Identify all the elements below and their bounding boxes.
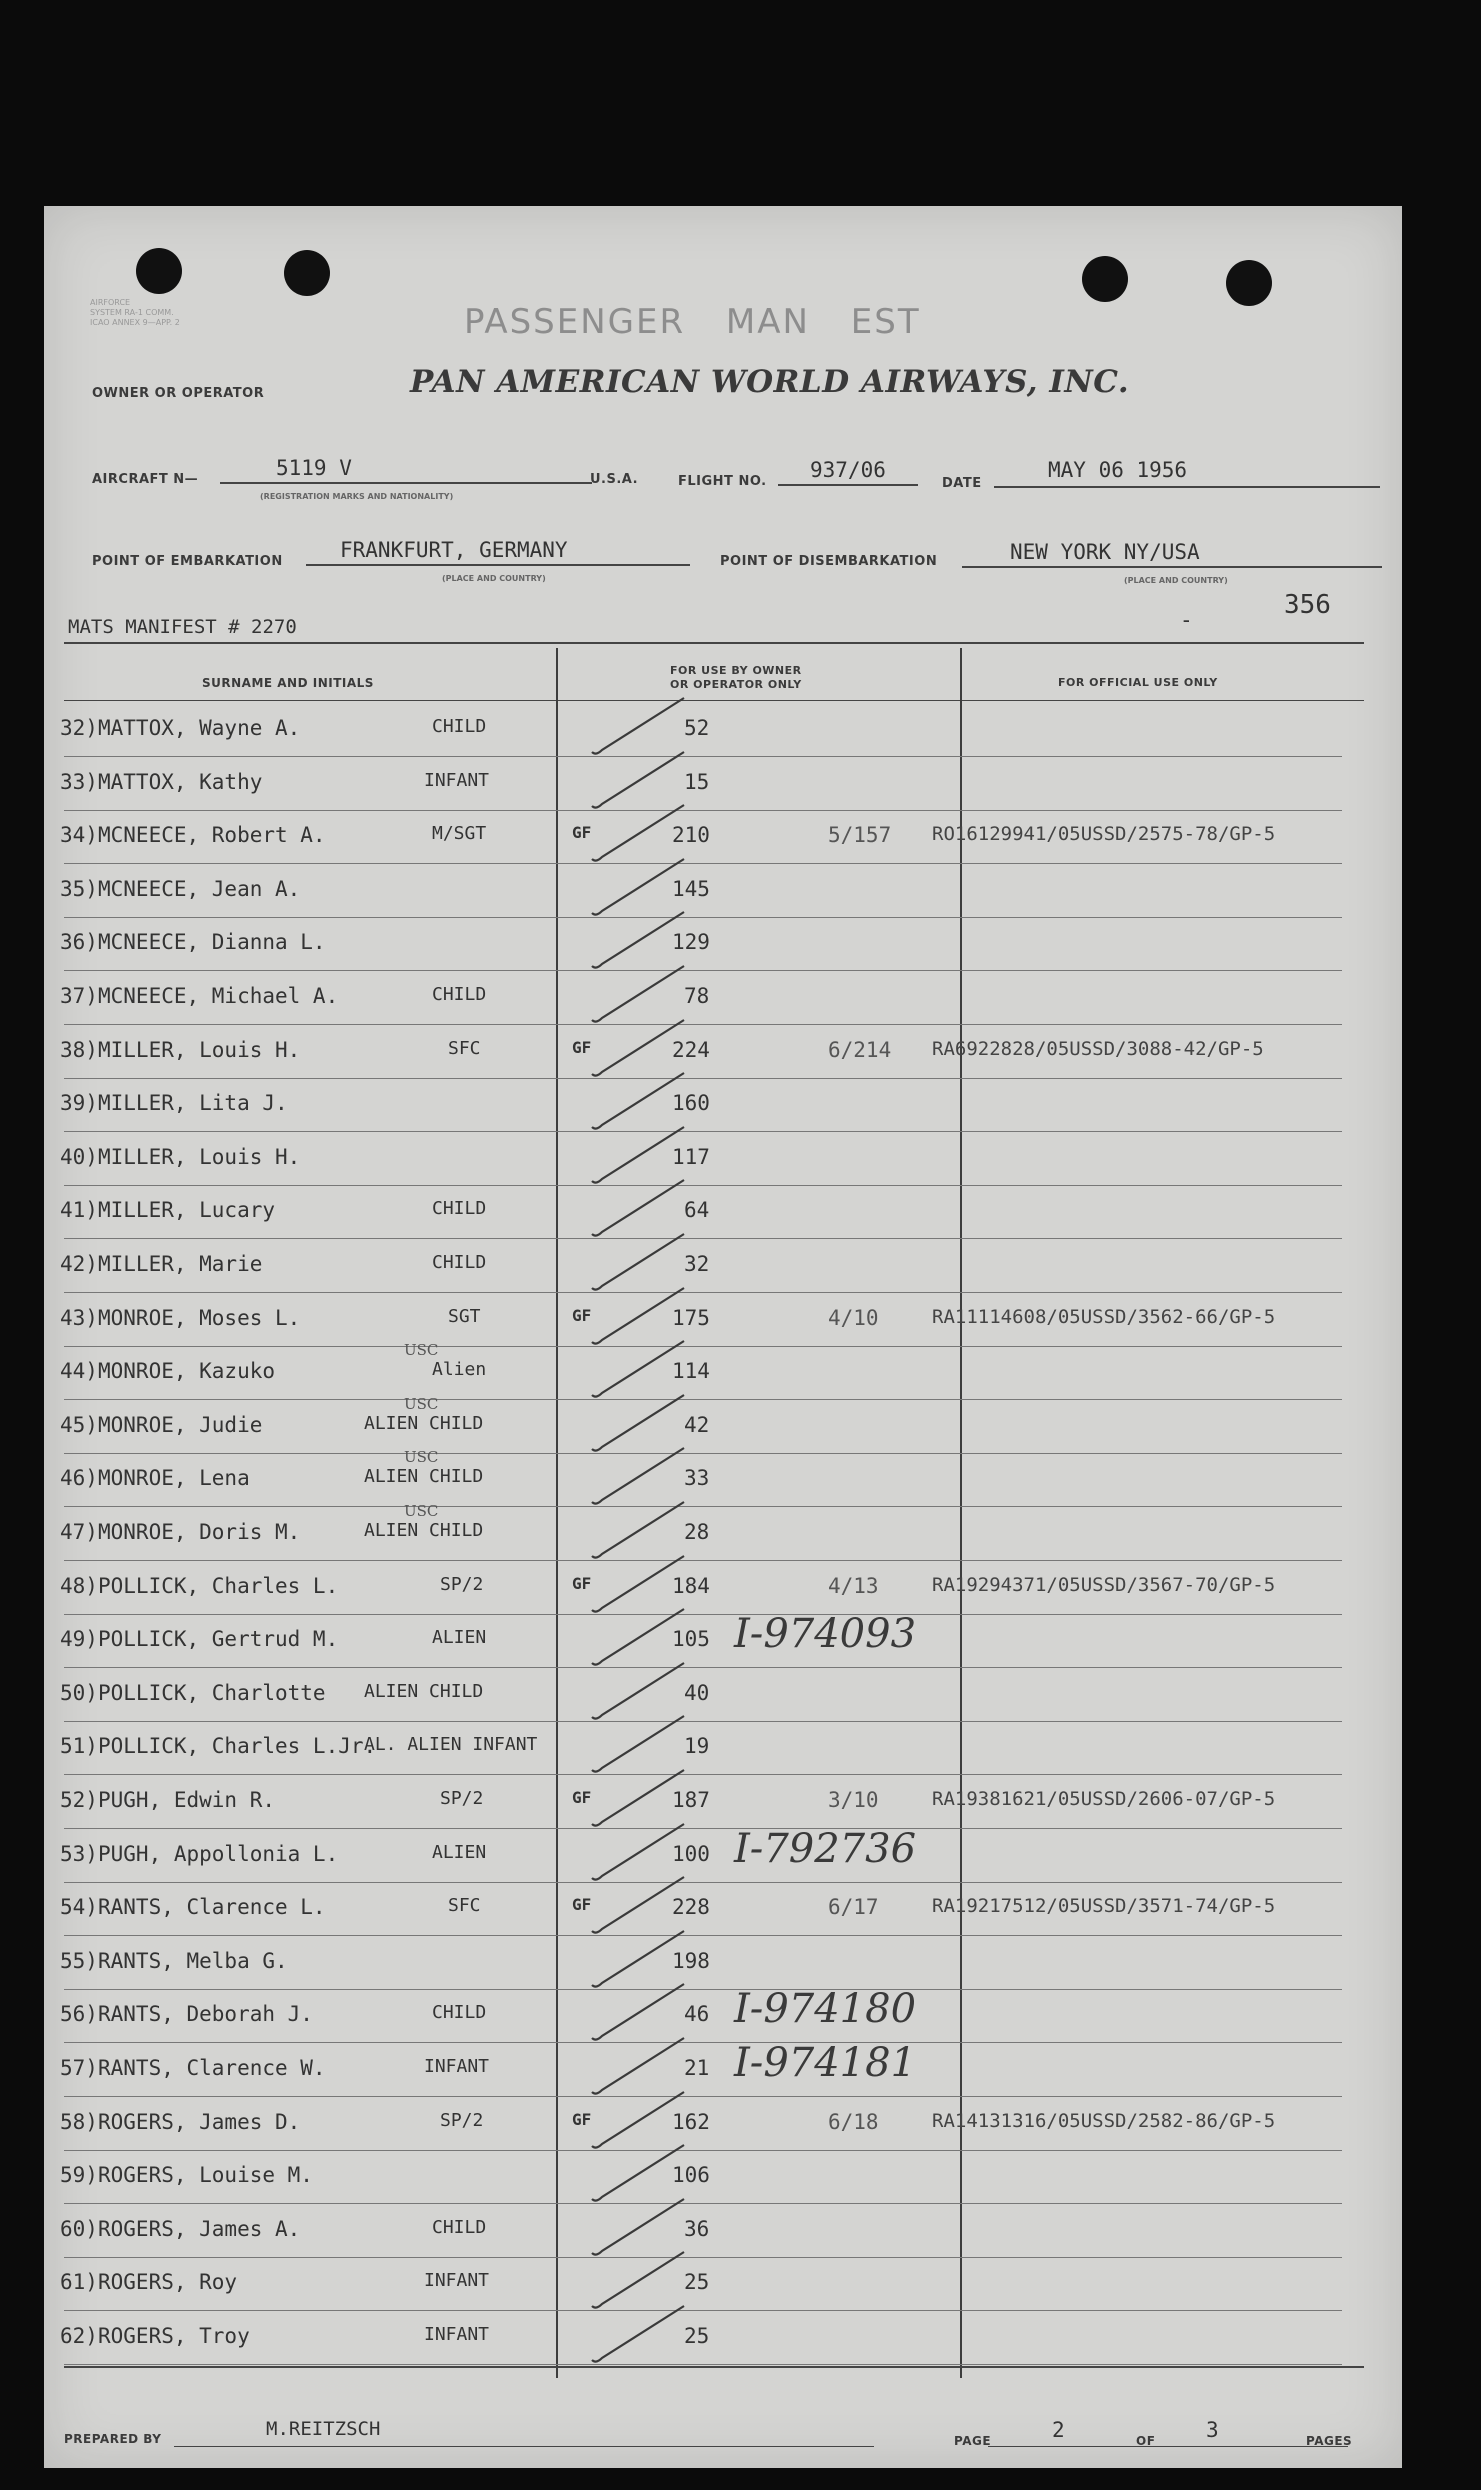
operator-code: 4/13 <box>828 1573 879 1598</box>
table-row <box>44 1394 1402 1454</box>
disembark-sub: (PLACE AND COUNTRY) <box>1124 576 1228 585</box>
row-number: 35) <box>60 876 98 901</box>
row-number: 37) <box>60 984 98 1008</box>
weight-value: 114 <box>672 1359 710 1384</box>
passenger-status: INFANT <box>424 2270 490 2292</box>
row-number: 51) <box>60 1734 98 1759</box>
official-record: RA19381621/05USSD/2606-07/GP-5 <box>932 1788 1276 1810</box>
of-label: OF <box>1136 2434 1156 2448</box>
row-number: 54) <box>60 1895 98 1920</box>
date-value: MAY 06 1956 <box>1048 458 1188 482</box>
usa-label: U.S.A. <box>590 472 639 487</box>
manifest-page <box>44 206 1402 2468</box>
row-number: 56) <box>60 2002 98 2027</box>
row-number: 34) <box>60 823 98 848</box>
passenger-status: ALIEN CHILD <box>364 1466 484 1488</box>
row-number: 57) <box>60 2056 98 2080</box>
passenger-name: MONROE, Doris M. <box>98 1520 301 1544</box>
of-value: 3 <box>1206 2418 1219 2442</box>
row-number: 36) <box>60 930 98 955</box>
form-number-line: AIRFORCE <box>90 298 131 307</box>
row-number: 59) <box>60 2163 98 2188</box>
punch-hole <box>136 248 182 294</box>
gf-code: GF <box>572 1895 592 1915</box>
form-number-line: ICAO ANNEX 9—APP. 2 <box>90 318 180 327</box>
passenger-name: ROGERS, James A. <box>98 2216 301 2241</box>
operator-code: 5/157 <box>828 823 892 848</box>
gf-code: GF <box>572 823 592 843</box>
passenger-name: MONROE, Judie <box>98 1412 263 1437</box>
prepared-label: PREPARED BY <box>64 2432 162 2446</box>
row-number: 48) <box>60 1573 98 1598</box>
official-record: RA19217512/05USSD/3571-74/GP-5 <box>932 1895 1276 1918</box>
weight-value: 228 <box>672 1895 710 1920</box>
form-number-line: SYSTEM RA-1 COMM. <box>90 308 174 317</box>
weight-value: 78 <box>684 984 710 1008</box>
row-number: 39) <box>60 1091 98 1116</box>
passenger-name: ROGERS, Louise M. <box>98 2163 313 2188</box>
weight-value: 19 <box>684 1734 710 1759</box>
row-number: 53) <box>60 1841 98 1866</box>
table-row <box>44 1133 1402 1186</box>
official-record: RA19294371/05USSD/3567-70/GP-5 <box>932 1573 1276 1596</box>
gf-code: GF <box>572 1305 592 1325</box>
passenger-status: Alien <box>432 1359 487 1381</box>
page-stamp: 356 <box>1284 590 1331 620</box>
passenger-name: ROGERS, Roy <box>98 2270 238 2295</box>
passenger-name: MCNEECE, Michael A. <box>98 984 339 1008</box>
page-value: 2 <box>1052 2418 1065 2442</box>
passenger-name: MCNEECE, Dianna L. <box>98 930 326 955</box>
passenger-name: MATTOX, Wayne A. <box>98 716 301 740</box>
passenger-name: RANTS, Clarence W. <box>98 2056 326 2080</box>
prepared-value: M.REITZSCH <box>266 2418 381 2440</box>
table-row <box>44 2098 1402 2151</box>
table-row <box>44 865 1402 918</box>
weight-value: 224 <box>672 1037 710 1062</box>
weight-value: 210 <box>672 823 710 848</box>
table-row <box>44 1776 1402 1829</box>
embark-label: POINT OF EMBARKATION <box>92 554 283 569</box>
punch-hole <box>1082 256 1128 302</box>
table-row <box>44 1669 1402 1722</box>
passenger-name: MONROE, Lena <box>98 1466 250 1491</box>
passenger-name: PUGH, Appollonia L. <box>98 1841 339 1866</box>
row-number: 50) <box>60 1680 98 1705</box>
aircraft-label: AIRCRAFT N— <box>92 472 199 487</box>
row-number: 41) <box>60 1198 98 1223</box>
official-record: RA6922828/05USSD/3088-42/GP-5 <box>932 1037 1264 1060</box>
weight-value: 198 <box>672 1948 710 1973</box>
passenger-name: MONROE, Moses L. <box>98 1305 301 1330</box>
table-row <box>44 704 1402 757</box>
row-number: 33) <box>60 769 98 794</box>
handwritten-number: I-792736 <box>734 1825 917 1872</box>
page-title: PASSENGER MAN EST <box>464 302 921 342</box>
passenger-name: MILLER, Louis H. <box>98 1037 301 1062</box>
table-row <box>44 2040 1402 2097</box>
weight-value: 46 <box>684 2002 710 2027</box>
row-number: 43) <box>60 1305 98 1330</box>
passenger-status: ALIEN <box>432 1627 487 1649</box>
gf-code: GF <box>572 2109 592 2129</box>
passenger-name: ROGERS, James D. <box>98 2109 301 2134</box>
gf-code: GF <box>572 1037 592 1057</box>
passenger-status: ALIEN CHILD <box>364 1520 484 1541</box>
weight-value: 105 <box>672 1627 710 1652</box>
table-row <box>44 1722 1402 1775</box>
passenger-status: CHILD <box>432 984 487 1005</box>
weight-value: 160 <box>672 1091 710 1116</box>
col-owner-line1: FOR USE BY OWNER <box>670 664 802 677</box>
official-record: RO16129941/05USSD/2575-78/GP-5 <box>932 823 1276 846</box>
date-label: DATE <box>942 476 982 491</box>
passenger-name: PUGH, Edwin R. <box>98 1788 276 1812</box>
passenger-status: SP/2 <box>440 1788 484 1809</box>
operator-code: 6/18 <box>828 2109 879 2134</box>
form-number <box>90 298 180 328</box>
passenger-name: RANTS, Melba G. <box>98 1948 288 1973</box>
passenger-name: RANTS, Deborah J. <box>98 2002 313 2027</box>
usc-annotation: USC <box>404 1394 439 1413</box>
handwritten-number: I-974093 <box>734 1611 917 1658</box>
weight-value: 145 <box>672 876 710 901</box>
table-row <box>44 1341 1402 1400</box>
passenger-status: INFANT <box>424 769 490 791</box>
table-row <box>44 1294 1402 1347</box>
row-number: 60) <box>60 2216 98 2241</box>
passenger-name: POLLICK, Charles L.Jr. <box>98 1734 377 1759</box>
weight-value: 15 <box>684 769 710 794</box>
passenger-status: SP/2 <box>440 1573 484 1595</box>
table-row <box>44 811 1402 864</box>
handwritten-number: I-974181 <box>734 2040 917 2086</box>
operator-code: 4/10 <box>828 1305 879 1330</box>
passenger-name: ROGERS, Troy <box>98 2324 250 2348</box>
official-record: RA14131316/05USSD/2582-86/GP-5 <box>932 2109 1276 2132</box>
table-row <box>44 2312 1402 2365</box>
passenger-status: SP/2 <box>440 2109 484 2131</box>
row-number: 62) <box>60 2324 98 2348</box>
passenger-status: SGT <box>448 1305 481 1327</box>
check-mark-icon <box>544 2302 694 2372</box>
weight-value: 42 <box>684 1412 710 1437</box>
passenger-name: POLLICK, Gertrud M. <box>98 1627 339 1652</box>
operator-code: 6/214 <box>828 1037 892 1062</box>
gf-code: GF <box>572 1573 592 1593</box>
passenger-status: CHILD <box>432 2216 487 2238</box>
table-row <box>44 758 1402 811</box>
passenger-name: MCNEECE, Jean A. <box>98 876 301 901</box>
mats-manifest: MATS MANIFEST # 2270 <box>68 616 297 638</box>
passenger-name: MATTOX, Kathy <box>98 769 263 794</box>
weight-value: 117 <box>672 1144 710 1169</box>
table-row <box>44 1825 1402 1883</box>
weight-value: 52 <box>684 716 710 740</box>
passenger-status: AL. ALIEN INFANT <box>364 1734 538 1756</box>
row-number: 52) <box>60 1788 98 1812</box>
disembark-label: POINT OF DISEMBARKATION <box>720 554 938 569</box>
table-row <box>44 1448 1402 1507</box>
flight-label: FLIGHT NO. <box>678 474 767 489</box>
passenger-status: INFANT <box>424 2056 490 2077</box>
embark-value: FRANKFURT, GERMANY <box>340 538 568 562</box>
row-number: 32) <box>60 716 98 740</box>
company-name: PAN AMERICAN WORLD AIRWAYS, INC. <box>410 364 1130 400</box>
passenger-status: CHILD <box>432 1252 487 1273</box>
table-row <box>44 1502 1402 1561</box>
table-row <box>44 1986 1402 2043</box>
weight-value: 175 <box>672 1305 710 1330</box>
weight-value: 36 <box>684 2216 710 2241</box>
usc-annotation: USC <box>404 1448 439 1467</box>
weight-value: 32 <box>684 1252 710 1276</box>
row-number: 49) <box>60 1627 98 1652</box>
weight-value: 28 <box>684 1520 710 1544</box>
row-number: 55) <box>60 1948 98 1973</box>
table-row <box>44 1240 1402 1293</box>
passenger-status: ALIEN CHILD <box>364 1412 484 1434</box>
passenger-status: CHILD <box>432 1198 487 1220</box>
embark-sub: (PLACE AND COUNTRY) <box>442 574 546 583</box>
weight-value: 100 <box>672 1841 710 1866</box>
table-row <box>44 1186 1402 1239</box>
table-row <box>44 2205 1402 2258</box>
owner-label: OWNER OR OPERATOR <box>92 386 265 401</box>
weight-value: 162 <box>672 2109 710 2134</box>
passenger-status: SFC <box>448 1037 481 1059</box>
passenger-name: MILLER, Lucary <box>98 1198 276 1223</box>
aircraft-sub: (REGISTRATION MARKS AND NATIONALITY) <box>260 492 454 501</box>
operator-code: 6/17 <box>828 1895 879 1920</box>
table-row <box>44 972 1402 1025</box>
col-owner-line2: OR OPERATOR ONLY <box>670 678 802 691</box>
disembark-value: NEW YORK NY/USA <box>1010 540 1200 564</box>
table-row <box>44 2151 1402 2204</box>
row-number: 46) <box>60 1466 98 1491</box>
passenger-name: POLLICK, Charles L. <box>98 1573 339 1598</box>
dash-mark: - <box>1180 608 1193 632</box>
passenger-status: CHILD <box>432 716 487 737</box>
passenger-name: RANTS, Clarence L. <box>98 1895 326 1920</box>
row-number: 58) <box>60 2109 98 2134</box>
usc-annotation: USC <box>404 1502 439 1520</box>
table-row <box>44 1883 1402 1936</box>
passenger-name: MILLER, Marie <box>98 1252 263 1276</box>
row-number: 40) <box>60 1144 98 1169</box>
weight-value: 129 <box>672 930 710 955</box>
punch-hole <box>1226 260 1272 306</box>
table-row <box>44 918 1402 971</box>
pages-label: PAGES <box>1306 2434 1353 2448</box>
table-row <box>44 1611 1402 1668</box>
usc-annotation: USC <box>404 1341 439 1360</box>
row-number: 45) <box>60 1412 98 1437</box>
official-record: RA11114608/05USSD/3562-66/GP-5 <box>932 1305 1276 1328</box>
row-number: 42) <box>60 1252 98 1276</box>
handwritten-number: I-974180 <box>734 1986 917 2033</box>
weight-value: 25 <box>684 2270 710 2295</box>
weight-value: 64 <box>684 1198 710 1223</box>
passenger-name: POLLICK, Charlotte <box>98 1680 326 1705</box>
passenger-status: INFANT <box>424 2324 490 2345</box>
table-row <box>44 1079 1402 1132</box>
passenger-name: MILLER, Lita J. <box>98 1091 288 1116</box>
passenger-status: ALIEN CHILD <box>364 1680 484 1702</box>
passenger-status: SFC <box>448 1895 481 1917</box>
weight-value: 184 <box>672 1573 710 1598</box>
flight-value: 937/06 <box>810 458 886 482</box>
table-row <box>44 1026 1402 1079</box>
weight-value: 33 <box>684 1466 710 1491</box>
table-row <box>44 1562 1402 1615</box>
operator-code: 3/10 <box>828 1788 879 1812</box>
row-number: 47) <box>60 1520 98 1544</box>
table-row <box>44 2258 1402 2311</box>
passenger-name: MILLER, Louis H. <box>98 1144 301 1169</box>
passenger-status: M/SGT <box>432 823 487 845</box>
table-row <box>44 1937 1402 1990</box>
row-number: 44) <box>60 1359 98 1384</box>
aircraft-value: 5119 V <box>276 456 352 480</box>
passenger-name: MCNEECE, Robert A. <box>98 823 326 848</box>
passenger-status: ALIEN <box>432 1841 487 1863</box>
passenger-name: MONROE, Kazuko <box>98 1359 276 1384</box>
page-label: PAGE <box>954 2434 992 2448</box>
row-number: 38) <box>60 1037 98 1062</box>
weight-value: 25 <box>684 2324 710 2348</box>
punch-hole <box>284 250 330 296</box>
weight-value: 106 <box>672 2163 710 2188</box>
col-official: FOR OFFICIAL USE ONLY <box>1058 676 1218 689</box>
weight-value: 40 <box>684 1680 710 1705</box>
gf-code: GF <box>572 1788 592 1807</box>
weight-value: 21 <box>684 2056 710 2080</box>
passenger-status: CHILD <box>432 2002 487 2024</box>
weight-value: 187 <box>672 1788 710 1812</box>
col-surname: SURNAME AND INITIALS <box>202 676 374 690</box>
row-number: 61) <box>60 2270 98 2295</box>
